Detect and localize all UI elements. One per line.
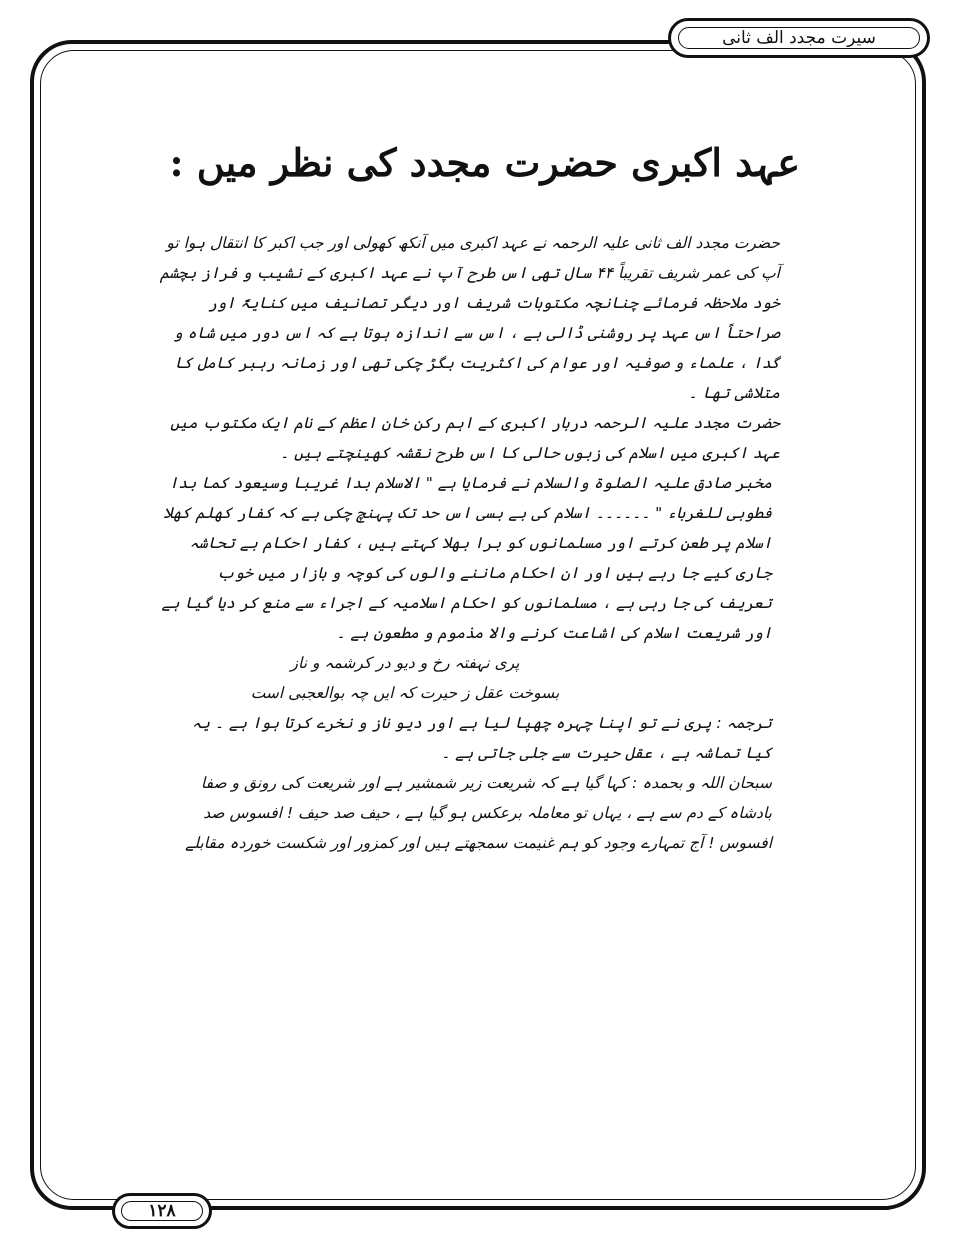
quoted-letter: مخبر صادق علیہ الصلوۃ والسلام نے فرمایا ہے " الاسلام بدا غریبا وسیعود کما بدا فطوبی للغرباء " ۔۔۔۔۔۔ اسلام کی بے بسی اس حد تک پہنچ چکی ہے کہ کفار کھلم کھلا اسلام پر طعن کرتے اور مسلمانوں کو برا بھلا کہتے ہیں ، کفار احکام بے تحاشہ جاری کیے جا رہے ہیں اور ان احکام ماننے والوں کی کوچہ و بازار میں خوب تعریف کی جا رہی ہے ، مسلمانوں کو احکام اسلامیہ کے اجراء سے منع کر دیا گیا ہے اور شریعت اسلام کی اشاعت کرنے والا مذموم و مطعون ہے ۔ [161,474,772,642]
paragraph-letter-intro: حضرت مجدد علیہ الرحمہ دربار اکبری کے اہم رکن خان اعظم کے نام ایک مکتوب میں عہد اکبری میں اسلام کی زبوں حالی کا اس طرح نقشہ کھینچتے ہیں ۔ [170,414,780,462]
verse-line-1: پری نہفتہ رخ و دیو در کرشمہ و ناز [290,654,520,672]
running-header-tab [668,18,930,58]
verse-translation: ترجمہ : پری نے تو اپنا چہرہ چھپا لیا ہے اور دیو ناز و نخرے کرتا ہوا ہے ۔ یہ کیا تماشہ ہے ، عقل حیرت سے جلی جاتی ہے ۔ [191,714,772,762]
running-header-title: سیرت مجدد الف ثانی [722,28,876,48]
page-number: ۱۲۸ [148,1201,176,1221]
page-body [150,228,780,1148]
page-number-tab [112,1193,212,1229]
closing-paragraph: سبحان اللہ و بحمدہ : کہا گیا ہے کہ شریعت زیر شمشیر ہے اور شریعت کی رونق و صفا بادشاہ کے دم سے ہے ، یہاں تو معاملہ برعکس ہو گیا ہے ، حیف صد حیف ! افسوس صد افسوس ! آج تمہارے وجود کو ہم غنیمت سمجھتے ہیں اور کمزور اور شکست خوردہ مقابلے [185,774,772,852]
chapter-title: عہد اکبری حضرت مجدد کی نظر میں : [169,140,800,185]
paragraph-intro: حضرت مجدد الف ثانی علیہ الرحمہ نے عہد اکبری میں آنکھ کھولی اور جب اکبر کا انتقال ہوا تو آپ کی عمر شریف تقریباً ۴۴ سال تھی اس طرح آپ نے عہد اکبری کے نشیب و فراز بچشم خود ملاحظہ فرمائے چنانچہ مکتوبات شریف اور دیگر تصانیف میں کنایۃً اور صراحتاً اس عہد پر روشنی ڈالی ہے ، اس سے اندازہ ہوتا ہے کہ اس دور میں شاہ و گدا ، علماء و صوفیہ اور عوام کی اکثریت بگڑ چکی تھی اور زمانہ رہبر کامل کا متلاشی تھا ۔ [160,234,780,402]
verse-line-2: بسوخت عقل ز حیرت کہ ایں چہ بوالعجبی است [250,684,560,702]
